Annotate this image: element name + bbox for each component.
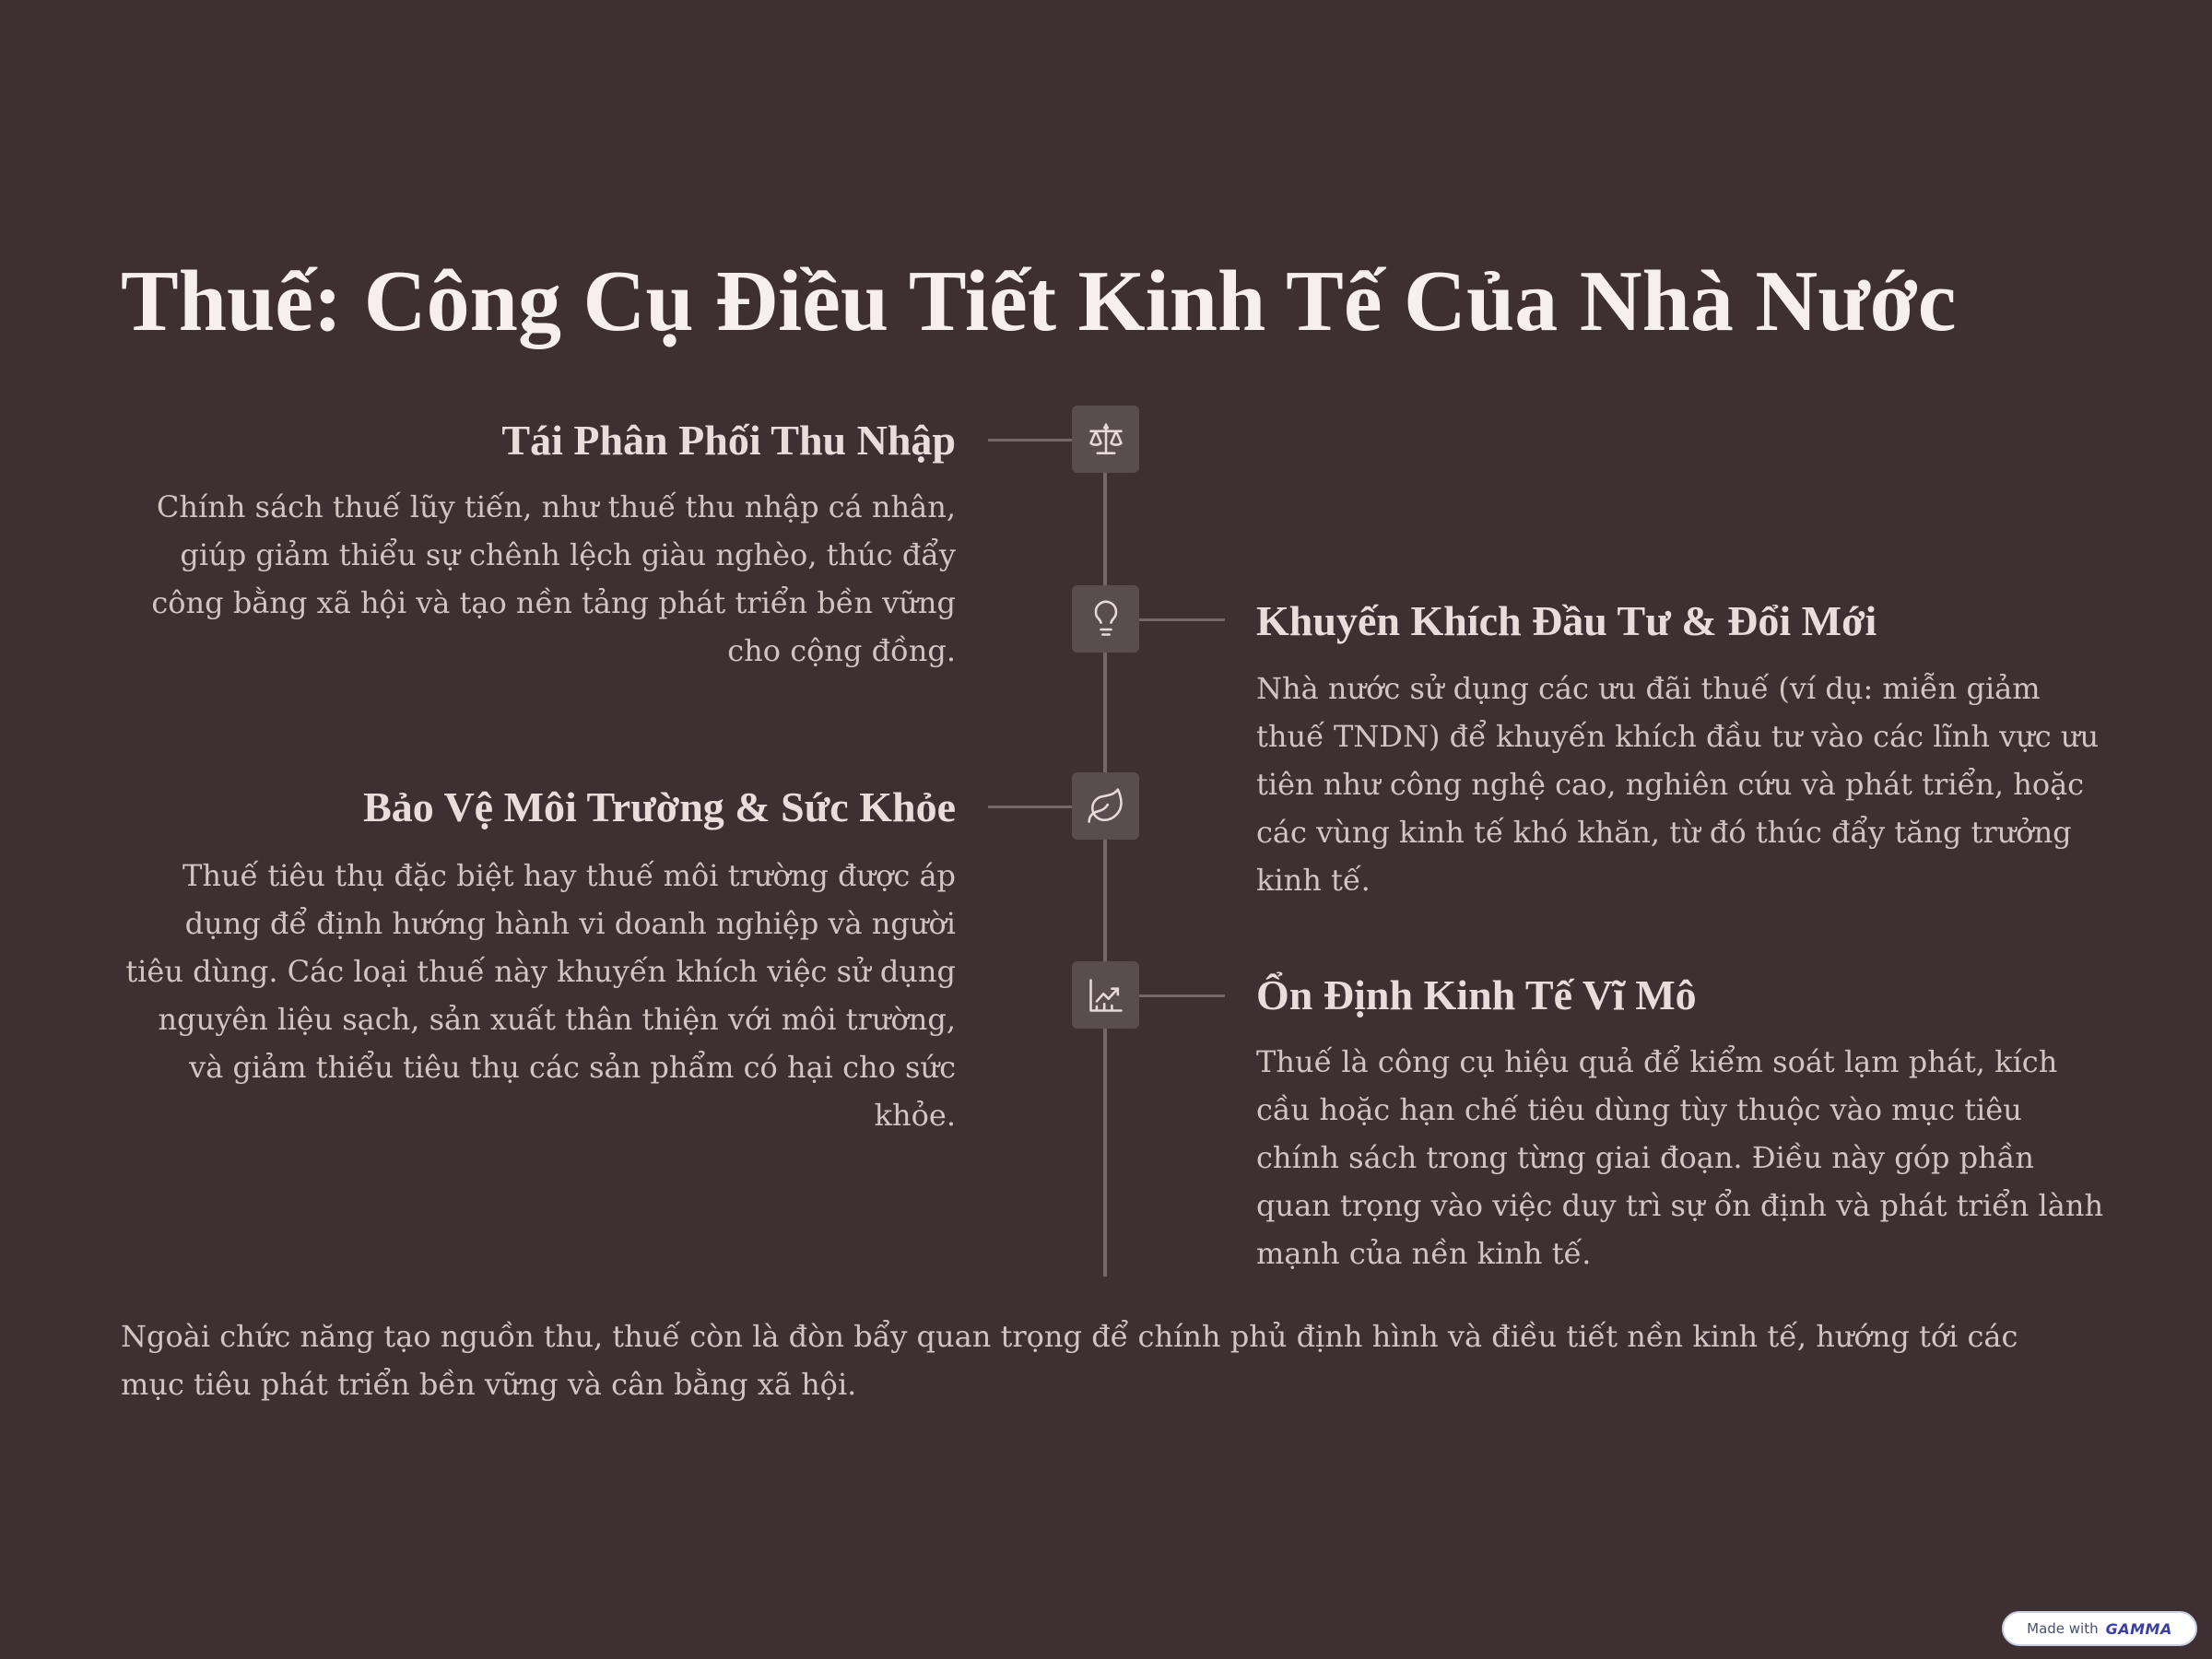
timeline-line <box>1103 440 1107 1277</box>
item-title: Khuyến Khích Đầu Tư & Đổi Mới <box>1256 597 1877 644</box>
timeline-node <box>1072 772 1139 840</box>
item-description: Chính sách thuế lũy tiến, như thuế thu nhập cá nhân, giúp giảm thiểu sự chênh lệch giàu nghèo, thúc đẩy công bằng xã hội và tạo nền tảng phát triển bền vững cho cộng đồng. <box>151 489 956 668</box>
timeline-connector <box>988 806 1073 808</box>
item-title: Tái Phân Phối Thu Nhập <box>501 417 956 464</box>
item-description: Nhà nước sử dụng các ưu đãi thuế (ví dụ: miễn giảm thuế TNDN) để khuyến khích đầu tư vào các lĩnh vực ưu tiên như công nghệ cao, nghiên cứu và phát triển, hoặc các vùng kinh tế khó khăn, từ đó thúc đẩy tăng trưởng kinh tế. <box>1256 671 2100 898</box>
timeline-connector <box>1138 994 1225 997</box>
item-title: Ổn Định Kinh Tế Vĩ Mô <box>1256 971 1697 1018</box>
timeline-connector <box>1138 618 1225 621</box>
scale-icon <box>1086 419 1126 460</box>
item-description: Thuế là công cụ hiệu quả để kiểm soát lạm phát, kích cầu hoặc hạn chế tiêu dùng tùy thuộc vào mục tiêu chính sách trong từng giai đoạn. Điều này góp phần quan trọng vào việc duy trì sự ổn định và phát triển lành mạnh của nền kinh tế. <box>1256 1044 2104 1271</box>
timeline-node <box>1072 961 1139 1029</box>
item-description: Thuế tiêu thụ đặc biệt hay thuế môi trường được áp dụng để định hướng hành vi doanh nghiệp và người tiêu dùng. Các loại thuế này khuyến khích việc sử dụng nguyên liệu sạch, sản xuất thân thiện với môi trường, và giảm thiểu tiêu thụ các sản phẩm có hại cho sức khỏe. <box>125 858 956 1133</box>
lightbulb-icon <box>1086 599 1126 640</box>
timeline-node <box>1072 406 1139 473</box>
timeline-node <box>1072 585 1139 653</box>
gamma-logo: GAMMA <box>2105 1619 2172 1638</box>
chart-trend-icon <box>1086 975 1126 1016</box>
made-with-gamma-badge[interactable] <box>2002 1611 2197 1646</box>
badge-label: Made with <box>2027 1620 2099 1637</box>
leaf-icon <box>1086 786 1126 827</box>
item-title: Bảo Vệ Môi Trường & Sức Khỏe <box>363 783 956 830</box>
footer-text: Ngoài chức năng tạo nguồn thu, thuế còn là đòn bẩy quan trọng để chính phủ định hình và điều tiết nền kinh tế, hướng tới các mục tiêu phát triển bền vững và cân bằng xã hội. <box>121 1319 2018 1402</box>
page-title: Thuế: Công Cụ Điều Tiết Kinh Tế Của Nhà Nước <box>121 253 1957 349</box>
timeline-connector <box>988 439 1073 441</box>
